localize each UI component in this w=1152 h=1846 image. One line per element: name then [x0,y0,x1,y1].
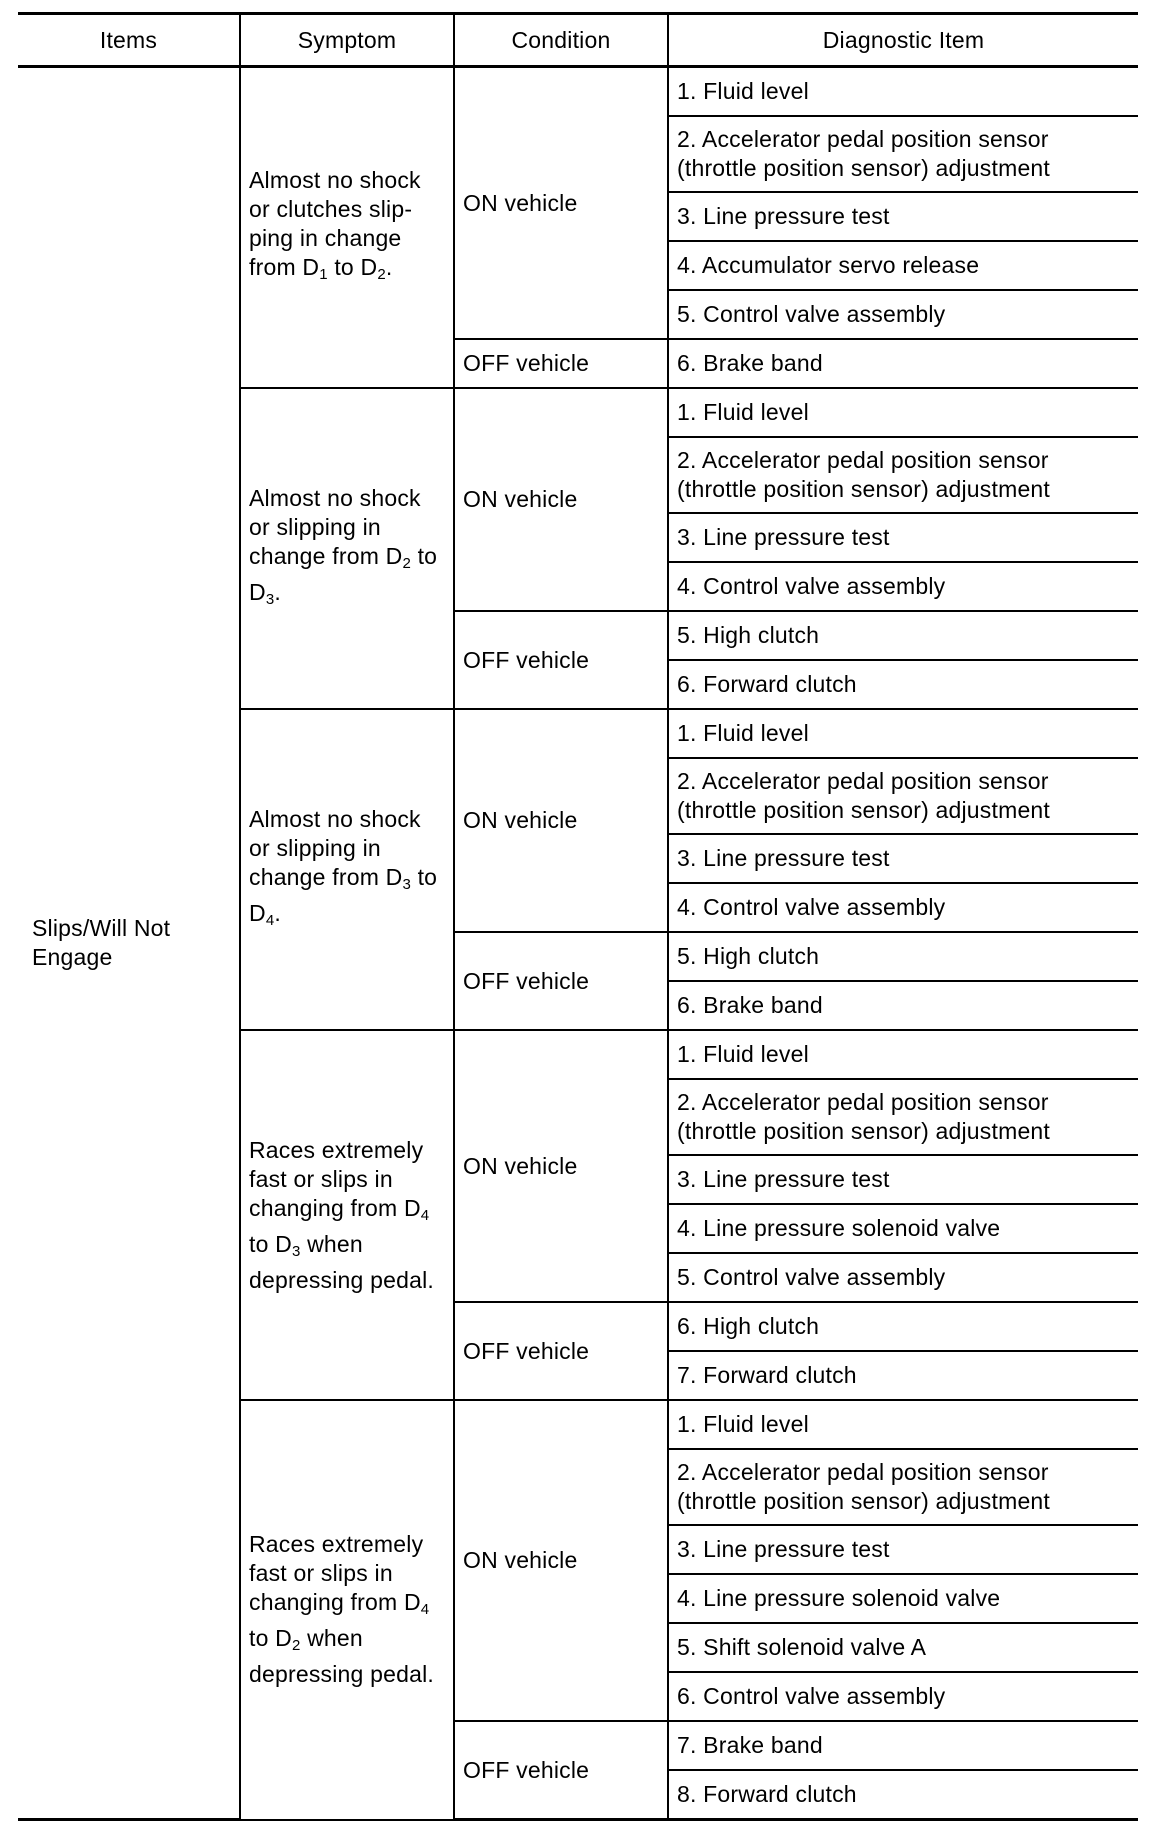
symptom-cell: Almost no shock or slipping in change from $D_2$ to $D_3$. [240,388,454,709]
diagnostic-item: 1. Fluid level [668,388,1138,437]
header-symptom: Symptom [240,14,454,67]
diagnostic-item: 5. High clutch [668,611,1138,660]
diagnostic-item: 4. Accumulator servo release [668,241,1138,290]
diagnostic-table [18,12,1138,1821]
symptom-cell: Races extremely fast or slips in changing from $D_4$ to $D_3$ when depressing pedal. [240,1030,454,1400]
diagnostic-item: 6. Brake band [668,339,1138,388]
diagnostic-item: 1. Fluid level [668,709,1138,758]
header-items: Items [18,14,240,67]
item-label: Slips/Will Not Engage [32,915,171,970]
diagnostic-item: 7. Forward clutch [668,1351,1138,1400]
diagnostic-item: 7. Brake band [668,1721,1138,1770]
condition-on-vehicle: ON vehicle [454,388,668,611]
header-row [18,14,1138,67]
condition-on-vehicle: ON vehicle [454,67,668,340]
diagnostic-item: 6. High clutch [668,1302,1138,1351]
diagnostic-item: 3. Line pressure test [668,513,1138,562]
diagnostic-item: 4. Control valve assembly [668,562,1138,611]
condition-on-vehicle: ON vehicle [454,1030,668,1302]
condition-off-vehicle: OFF vehicle [454,1721,668,1820]
diagnostic-item: 8. Forward clutch [668,1770,1138,1820]
diagnostic-item: 3. Line pressure test [668,1155,1138,1204]
diagnostic-item: 5. High clutch [668,932,1138,981]
condition-off-vehicle: OFF vehicle [454,611,668,709]
diagnostic-item: 2. Accelerator pedal position sensor (throttle position sensor) adjustment [668,437,1138,513]
diagnostic-item: 2. Accelerator pedal position sensor (throttle position sensor) adjustment [668,1079,1138,1155]
condition-on-vehicle: ON vehicle [454,1400,668,1721]
symptom-cell: Races extremely fast or slips in changing from $D_4$ to $D_2$ when depressing pedal. [240,1400,454,1820]
table-row [18,67,1138,117]
diagnostic-item: 1. Fluid level [668,1400,1138,1449]
diagnostic-item: 3. Line pressure test [668,1525,1138,1574]
diagnostic-item: 5. Control valve assembly [668,290,1138,339]
diagnostic-item: 2. Accelerator pedal position sensor (throttle position sensor) adjustment [668,1449,1138,1525]
condition-off-vehicle: OFF vehicle [454,1302,668,1400]
header-diagnostic-item: Diagnostic Item [668,14,1138,67]
diagnostic-item: 1. Fluid level [668,1030,1138,1079]
header-condition: Condition [454,14,668,67]
diagnostic-item: 5. Shift solenoid valve A [668,1623,1138,1672]
diagnostic-item: 2. Accelerator pedal position sensor (throttle position sensor) adjustment [668,758,1138,834]
diagnostic-item: 6. Control valve assembly [668,1672,1138,1721]
diagnostic-item: 5. Control valve assembly [668,1253,1138,1302]
condition-on-vehicle: ON vehicle [454,709,668,932]
diagnostic-item: 6. Brake band [668,981,1138,1030]
diagnostic-item: 4. Line pressure solenoid valve [668,1204,1138,1253]
diagnostic-item: 4. Line pressure solenoid valve [668,1574,1138,1623]
diagnostic-item: 1. Fluid level [668,67,1138,117]
diagnostic-item: 2. Accelerator pedal position sensor (throttle position sensor) adjustment [668,116,1138,192]
diagnostic-item: 4. Control valve assembly [668,883,1138,932]
symptom-cell: Almost no shock or slipping in change from $D_3$ to $D_4$. [240,709,454,1030]
condition-off-vehicle: OFF vehicle [454,339,668,388]
items-cell [18,67,240,1820]
condition-off-vehicle: OFF vehicle [454,932,668,1030]
symptom-cell: Almost no shock or clutches slip- ping in change from $D_1$ to $D_2$. [240,67,454,389]
diagnostic-item: 3. Line pressure test [668,192,1138,241]
diagnostic-item: 6. Forward clutch [668,660,1138,709]
diagnostic-item: 3. Line pressure test [668,834,1138,883]
